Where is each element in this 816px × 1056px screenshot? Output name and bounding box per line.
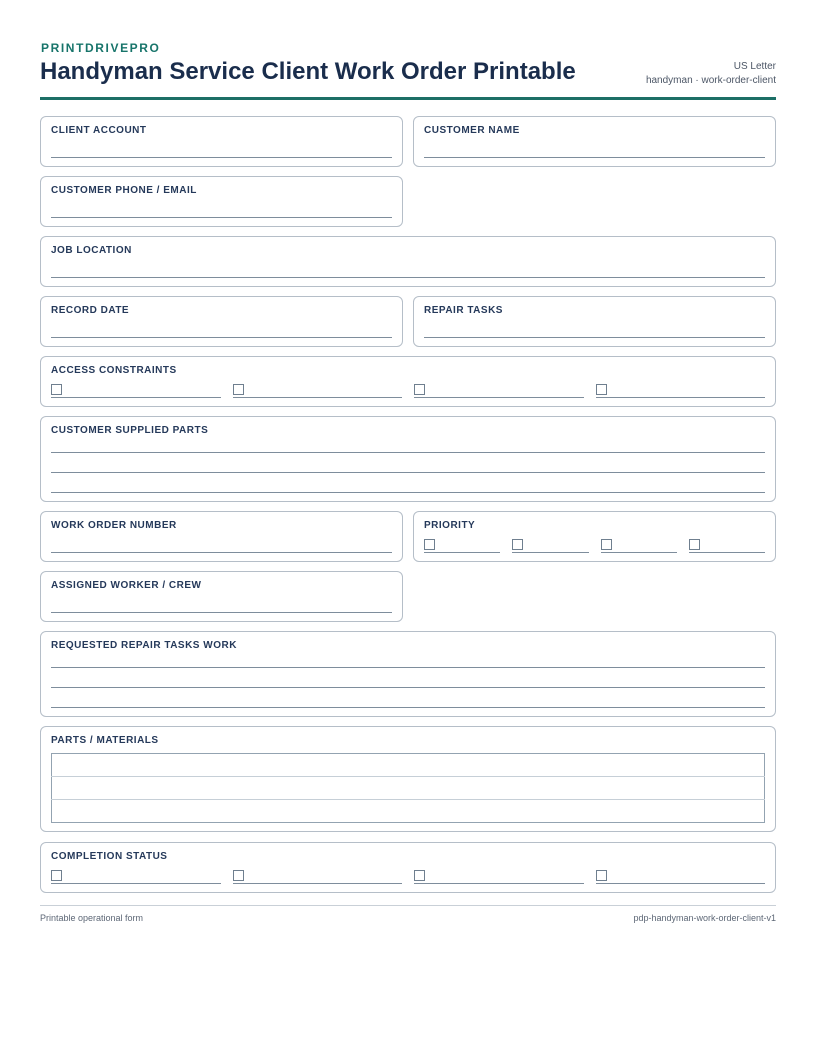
requested-repair-tasks-work-line-1[interactable]: [51, 667, 765, 668]
header-rule: [40, 97, 776, 100]
customer-phone-email-line[interactable]: [51, 217, 392, 218]
access-option-3-line[interactable]: [414, 397, 584, 398]
work-order-number-label: WORK ORDER NUMBER: [51, 520, 177, 531]
repair-tasks-field[interactable]: [413, 296, 776, 347]
form-id: pdp-handyman-work-order-client-v1: [633, 913, 776, 923]
job-location-label: JOB LOCATION: [51, 245, 132, 256]
table-cell[interactable]: [52, 777, 765, 800]
footer-note: Printable operational form: [40, 913, 144, 923]
client-account-field[interactable]: [40, 116, 403, 167]
parts-materials-table: [51, 753, 765, 823]
work-order-number-field[interactable]: [40, 511, 403, 562]
customer-phone-email-field[interactable]: [40, 176, 403, 227]
completion-option-3-line[interactable]: [414, 883, 584, 884]
footer-rule: [40, 905, 776, 906]
customer-supplied-parts-label: CUSTOMER SUPPLIED PARTS: [51, 425, 209, 436]
completion-status-field: [40, 842, 776, 893]
priority-option-4-checkbox[interactable]: [689, 539, 700, 550]
completion-option-4-checkbox[interactable]: [596, 870, 607, 881]
priority-option-1-line[interactable]: [424, 552, 500, 553]
parts-materials-label: PARTS / MATERIALS: [51, 735, 159, 746]
assigned-worker-crew-label: ASSIGNED WORKER / CREW: [51, 580, 202, 591]
table-cell[interactable]: [52, 800, 765, 823]
work-order-number-line[interactable]: [51, 552, 392, 553]
job-location-line[interactable]: [51, 277, 765, 278]
access-option-1-checkbox[interactable]: [51, 384, 62, 395]
access-option-2-checkbox[interactable]: [233, 384, 244, 395]
record-date-line[interactable]: [51, 337, 392, 338]
access-option-1-line[interactable]: [51, 397, 221, 398]
record-date-field[interactable]: [40, 296, 403, 347]
priority-option-3-checkbox[interactable]: [601, 539, 612, 550]
access-option-4-line[interactable]: [596, 397, 765, 398]
customer-name-field[interactable]: [413, 116, 776, 167]
completion-option-1-checkbox[interactable]: [51, 870, 62, 881]
priority-label: PRIORITY: [424, 520, 476, 531]
access-option-2-line[interactable]: [233, 397, 402, 398]
assigned-worker-crew-field[interactable]: [40, 571, 403, 622]
table-cell[interactable]: [52, 754, 765, 777]
completion-status-label: COMPLETION STATUS: [51, 851, 168, 862]
requested-repair-tasks-work-field[interactable]: [40, 631, 776, 717]
access-option-4-checkbox[interactable]: [596, 384, 607, 395]
customer-supplied-parts-line-1[interactable]: [51, 452, 765, 453]
client-account-line[interactable]: [51, 157, 392, 158]
page-title: Handyman Service Client Work Order Printable: [40, 58, 576, 85]
document-meta: [646, 60, 776, 87]
customer-phone-email-label: CUSTOMER PHONE / EMAIL: [51, 185, 197, 196]
access-constraints-field: [40, 356, 776, 407]
client-account-label: CLIENT ACCOUNT: [51, 125, 147, 136]
table-row: [52, 777, 765, 800]
requested-repair-tasks-work-line-3[interactable]: [51, 707, 765, 708]
customer-supplied-parts-line-3[interactable]: [51, 492, 765, 493]
job-location-field[interactable]: [40, 236, 776, 287]
table-row: [52, 800, 765, 823]
access-constraints-label: ACCESS CONSTRAINTS: [51, 365, 177, 376]
paper-size: US Letter: [733, 61, 776, 72]
requested-repair-tasks-work-label: REQUESTED REPAIR TASKS WORK: [51, 640, 237, 651]
priority-option-4-line[interactable]: [689, 552, 765, 553]
document-tags: handyman · work-order-client: [645, 74, 776, 86]
completion-option-4-line[interactable]: [596, 883, 765, 884]
customer-supplied-parts-field[interactable]: [40, 416, 776, 502]
customer-name-label: CUSTOMER NAME: [424, 125, 520, 136]
priority-option-3-line[interactable]: [601, 552, 677, 553]
completion-option-1-line[interactable]: [51, 883, 221, 884]
priority-option-1-checkbox[interactable]: [424, 539, 435, 550]
priority-option-2-line[interactable]: [512, 552, 589, 553]
repair-tasks-label: REPAIR TASKS: [424, 305, 503, 316]
assigned-worker-crew-line[interactable]: [51, 612, 392, 613]
completion-option-2-checkbox[interactable]: [233, 870, 244, 881]
record-date-label: RECORD DATE: [51, 305, 130, 316]
requested-repair-tasks-work-line-2[interactable]: [51, 687, 765, 688]
priority-field: [413, 511, 776, 562]
brand-name: PRINTDRIVEPRO: [41, 41, 161, 55]
customer-name-line[interactable]: [424, 157, 765, 158]
repair-tasks-line[interactable]: [424, 337, 765, 338]
parts-materials-field: [40, 726, 776, 832]
priority-option-2-checkbox[interactable]: [512, 539, 523, 550]
completion-option-3-checkbox[interactable]: [414, 870, 425, 881]
access-option-3-checkbox[interactable]: [414, 384, 425, 395]
completion-option-2-line[interactable]: [233, 883, 402, 884]
customer-supplied-parts-line-2[interactable]: [51, 472, 765, 473]
table-row: [52, 754, 765, 777]
